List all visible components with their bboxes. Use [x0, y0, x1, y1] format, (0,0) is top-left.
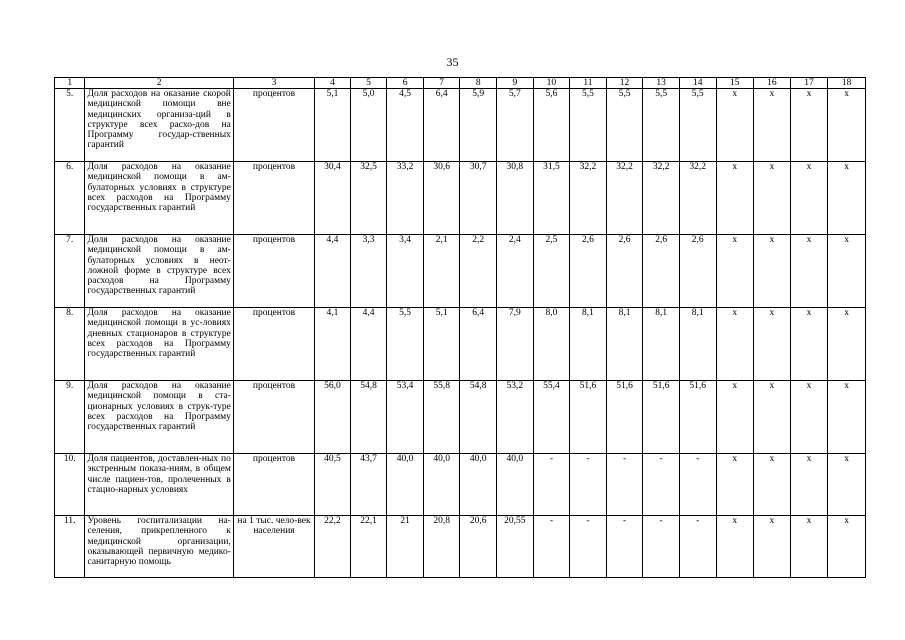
value-cell: 8,1: [679, 308, 716, 381]
value-cell: х: [790, 308, 828, 381]
unit-of-measure: процентов: [233, 381, 314, 454]
table-row: [55, 381, 866, 454]
value-cell: х: [828, 308, 866, 381]
row-number: 8.: [55, 308, 85, 381]
value-cell: 20,8: [423, 516, 460, 578]
indicator-name: Доля пациентов, доставлен-ных по экстренным показа-ниям, в общем числе пациен-тов, пролеченных в стацио-нарных условиях: [85, 454, 233, 516]
value-cell: 32,5: [350, 162, 387, 235]
value-cell: 2,6: [570, 235, 607, 308]
value-cell: 5,5: [679, 89, 716, 162]
unit-of-measure: процентов: [233, 454, 314, 516]
table-row: [55, 162, 866, 235]
value-cell: 2,5: [533, 235, 570, 308]
column-header-4: 4: [315, 78, 351, 89]
indicator-name: Доля расходов на оказание скорой медицинской помощи вне медицинских организа-ций в структуре всех расхо-дов на Программу государ-ственных гарантий: [85, 89, 233, 162]
indicator-name: Доля расходов на оказание медицинской помощи в ста-ционарных условиях в струк-туре всех расходов на Программу государственных гарантий: [85, 381, 233, 454]
column-header-16: 16: [754, 78, 791, 89]
value-cell: 5,5: [606, 89, 643, 162]
value-cell: 30,4: [315, 162, 351, 235]
value-cell: х: [716, 235, 754, 308]
value-cell: х: [790, 454, 828, 516]
value-cell: 40,0: [460, 454, 497, 516]
value-cell: 2,1: [423, 235, 460, 308]
value-cell: х: [828, 454, 866, 516]
value-cell: 22,2: [315, 516, 351, 578]
value-cell: х: [754, 89, 791, 162]
value-cell: х: [716, 89, 754, 162]
row-number: 9.: [55, 381, 85, 454]
value-cell: 55,8: [423, 381, 460, 454]
value-cell: х: [754, 454, 791, 516]
value-cell: х: [716, 516, 754, 578]
value-cell: 6,4: [460, 308, 497, 381]
value-cell: х: [790, 516, 828, 578]
value-cell: -: [679, 516, 716, 578]
value-cell: 5,6: [533, 89, 570, 162]
table-row: [55, 516, 866, 578]
value-cell: 8,1: [643, 308, 680, 381]
value-cell: 30,6: [423, 162, 460, 235]
value-cell: 53,2: [497, 381, 534, 454]
indicator-name: Уровень госпитализации на-селения, прикрепленного к медицинской организации, оказывающей первичную медико-санитарную помощь: [85, 516, 233, 578]
value-cell: 55,4: [533, 381, 570, 454]
unit-of-measure: процентов: [233, 308, 314, 381]
unit-of-measure: процентов: [233, 235, 314, 308]
row-number: 5.: [55, 89, 85, 162]
value-cell: 30,7: [460, 162, 497, 235]
value-cell: 32,2: [679, 162, 716, 235]
page-number: 35: [446, 55, 459, 69]
value-cell: х: [790, 381, 828, 454]
column-header-15: 15: [716, 78, 754, 89]
value-cell: 43,7: [350, 454, 387, 516]
value-cell: 5,1: [315, 89, 351, 162]
value-cell: х: [716, 454, 754, 516]
value-cell: 2,6: [643, 235, 680, 308]
value-cell: х: [828, 516, 866, 578]
value-cell: 5,0: [350, 89, 387, 162]
value-cell: 51,6: [606, 381, 643, 454]
value-cell: 40,0: [423, 454, 460, 516]
column-header-17: 17: [790, 78, 828, 89]
indicator-name: Доля расходов на оказание медицинской помощи в ус-ловиях дневных стационаров в структуре всех расходов на Программу государственных гарантий: [85, 308, 233, 381]
value-cell: 4,4: [350, 308, 387, 381]
value-cell: 32,2: [570, 162, 607, 235]
indicator-name: Доля расходов на оказание медицинской помощи в ам-булаторных условиях в неот-ложной форме в структуре всех расходов на Программу государственных гарантий: [85, 235, 233, 308]
value-cell: х: [754, 308, 791, 381]
value-cell: х: [828, 235, 866, 308]
value-cell: 5,5: [570, 89, 607, 162]
column-header-9: 9: [497, 78, 534, 89]
value-cell: 5,7: [497, 89, 534, 162]
value-cell: х: [828, 381, 866, 454]
column-header-10: 10: [533, 78, 570, 89]
value-cell: 20,6: [460, 516, 497, 578]
value-cell: 7,9: [497, 308, 534, 381]
value-cell: -: [643, 516, 680, 578]
value-cell: 2,6: [606, 235, 643, 308]
table-row: [55, 89, 866, 162]
value-cell: -: [570, 454, 607, 516]
value-cell: х: [754, 162, 791, 235]
value-cell: 53,4: [387, 381, 424, 454]
value-cell: х: [716, 381, 754, 454]
row-number: 7.: [55, 235, 85, 308]
table-row: [55, 235, 866, 308]
column-header-3: 3: [233, 78, 314, 89]
value-cell: -: [606, 454, 643, 516]
value-cell: 8,1: [570, 308, 607, 381]
value-cell: 4,5: [387, 89, 424, 162]
table-row: [55, 308, 866, 381]
value-cell: х: [828, 89, 866, 162]
column-header-13: 13: [643, 78, 680, 89]
value-cell: 32,2: [643, 162, 680, 235]
column-header-12: 12: [606, 78, 643, 89]
value-cell: 8,0: [533, 308, 570, 381]
value-cell: 51,6: [679, 381, 716, 454]
value-cell: 54,8: [350, 381, 387, 454]
value-cell: 2,6: [679, 235, 716, 308]
value-cell: 40,0: [387, 454, 424, 516]
value-cell: 4,1: [315, 308, 351, 381]
value-cell: 20,55: [497, 516, 534, 578]
value-cell: 33,2: [387, 162, 424, 235]
column-header-6: 6: [387, 78, 424, 89]
row-number: 6.: [55, 162, 85, 235]
value-cell: -: [606, 516, 643, 578]
value-cell: 32,2: [606, 162, 643, 235]
column-header-14: 14: [679, 78, 716, 89]
value-cell: х: [716, 162, 754, 235]
column-header-11: 11: [570, 78, 607, 89]
value-cell: -: [533, 516, 570, 578]
value-cell: 54,8: [460, 381, 497, 454]
value-cell: 22,1: [350, 516, 387, 578]
indicator-name: Доля расходов на оказание медицинской помощи в ам-булаторных условиях в структуре всех расходов на Программу государственных гарантий: [85, 162, 233, 235]
value-cell: 5,5: [643, 89, 680, 162]
value-cell: х: [754, 381, 791, 454]
indicators-table: [54, 77, 866, 578]
value-cell: 3,4: [387, 235, 424, 308]
row-number: 10.: [55, 454, 85, 516]
value-cell: 40,5: [315, 454, 351, 516]
value-cell: х: [716, 308, 754, 381]
value-cell: -: [679, 454, 716, 516]
value-cell: -: [643, 454, 680, 516]
value-cell: 2,2: [460, 235, 497, 308]
table-header-row: [55, 78, 866, 89]
unit-of-measure: процентов: [233, 162, 314, 235]
value-cell: 3,3: [350, 235, 387, 308]
column-header-2: 2: [85, 78, 233, 89]
value-cell: 51,6: [643, 381, 680, 454]
value-cell: х: [754, 516, 791, 578]
value-cell: 51,6: [570, 381, 607, 454]
column-header-5: 5: [350, 78, 387, 89]
column-header-8: 8: [460, 78, 497, 89]
column-header-18: 18: [828, 78, 866, 89]
value-cell: х: [754, 235, 791, 308]
value-cell: 5,5: [387, 308, 424, 381]
value-cell: х: [790, 162, 828, 235]
value-cell: 4,4: [315, 235, 351, 308]
column-header-7: 7: [423, 78, 460, 89]
value-cell: 56,0: [315, 381, 351, 454]
unit-of-measure: процентов: [233, 89, 314, 162]
value-cell: х: [790, 235, 828, 308]
value-cell: 21: [387, 516, 424, 578]
table-row: [55, 454, 866, 516]
value-cell: 31,5: [533, 162, 570, 235]
unit-of-measure: на 1 тыс. чело-век населения: [233, 516, 314, 578]
value-cell: 5,9: [460, 89, 497, 162]
value-cell: х: [828, 162, 866, 235]
value-cell: -: [570, 516, 607, 578]
value-cell: 30,8: [497, 162, 534, 235]
value-cell: 2,4: [497, 235, 534, 308]
column-header-1: 1: [55, 78, 85, 89]
value-cell: -: [533, 454, 570, 516]
value-cell: 8,1: [606, 308, 643, 381]
value-cell: 40,0: [497, 454, 534, 516]
value-cell: 6,4: [423, 89, 460, 162]
row-number: 11.: [55, 516, 85, 578]
value-cell: 5,1: [423, 308, 460, 381]
value-cell: х: [790, 89, 828, 162]
